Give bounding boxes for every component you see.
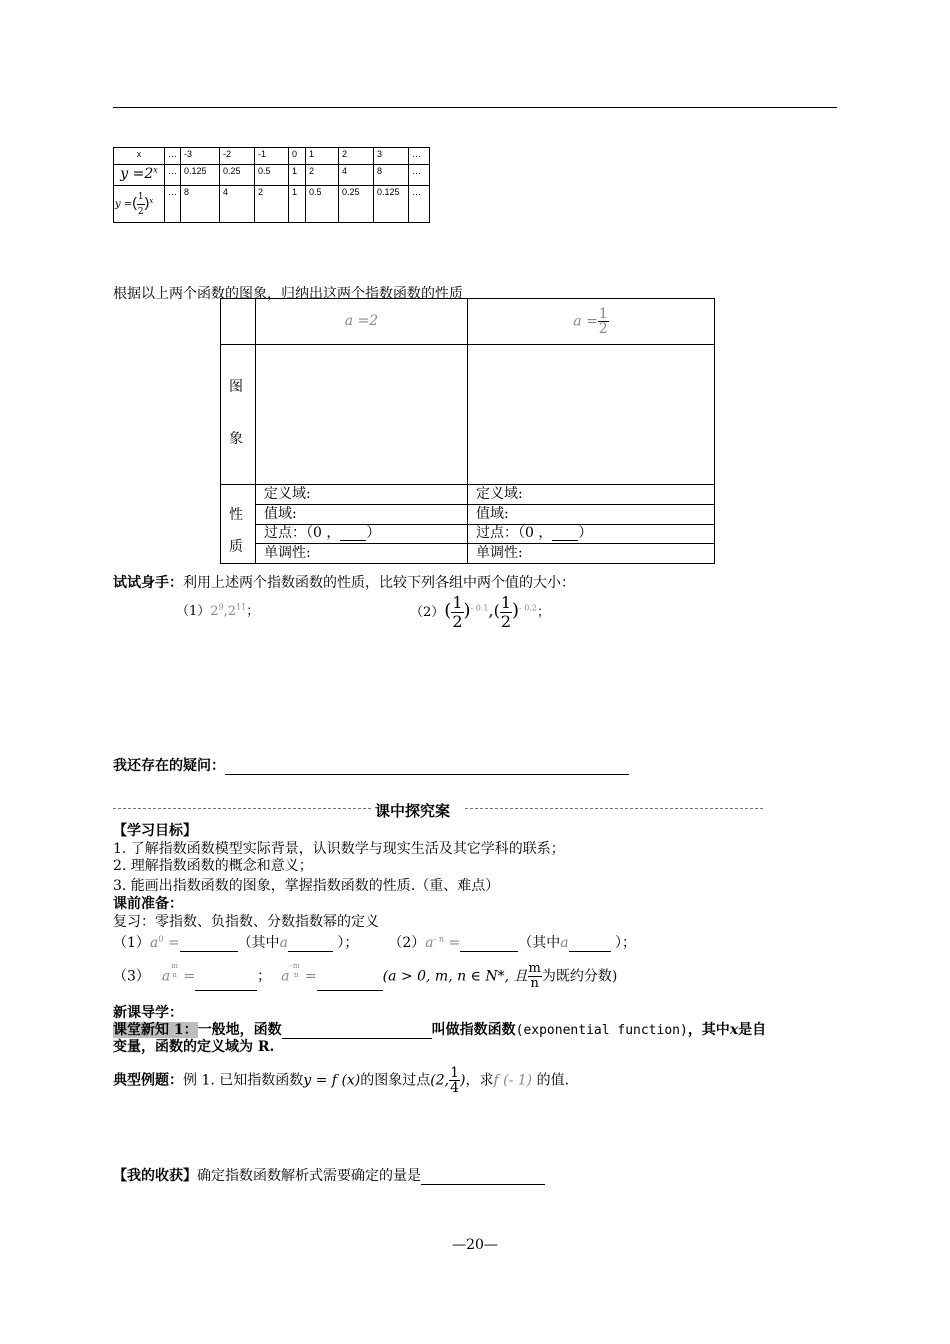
table-cell: y =( $\frac{1}{2}$ )$^x$ — [114, 186, 165, 223]
graph-area-a-half — [468, 345, 715, 485]
table-cell: … — [409, 148, 430, 165]
table-row — [114, 165, 430, 186]
section-title: 课中探究案 — [375, 802, 451, 820]
table-cell: 0 — [289, 148, 306, 165]
passes-text: 过点：（0 ， — [476, 525, 553, 542]
range-cell: 值域: — [256, 504, 468, 524]
fraction — [449, 1066, 460, 1095]
table-row — [221, 485, 715, 505]
property-label: 质 — [229, 539, 243, 555]
try-it-label: 试试身手： — [113, 575, 183, 591]
close: ）； — [332, 935, 359, 951]
fraction-den: n — [530, 976, 539, 991]
var-a: a — [149, 935, 159, 951]
fraction-num: 1 — [450, 1065, 460, 1081]
table-row — [221, 544, 715, 564]
goals-title: 【学习目标】 — [113, 823, 197, 839]
knowledge-text: 是自 — [738, 1022, 767, 1038]
fraction-num: 1 — [137, 190, 145, 205]
blank[interactable] — [288, 937, 333, 952]
example-text: 的值. — [532, 1072, 570, 1089]
divider-dash-left — [113, 808, 371, 809]
table-cell: … — [165, 165, 181, 186]
table-cell: 0.5 — [255, 165, 289, 186]
blank[interactable] — [195, 976, 257, 991]
example-label: 典型例题： — [113, 1072, 183, 1089]
table-row — [114, 148, 430, 165]
domain-cell: 定义域: — [256, 485, 468, 505]
var-a: a — [161, 968, 171, 985]
table-cell: 0.5 — [306, 186, 339, 223]
divider-dash-right — [465, 808, 763, 809]
point: ) — [460, 1072, 466, 1089]
table-cell: … — [165, 148, 181, 165]
table-cell: 0.125 — [374, 186, 409, 223]
try-item-2: （2）( $\frac{1}{2}$ )$^{- 0.1}$,( $\frac{1}{2}$ )$^{- 0.2}$； — [410, 593, 551, 631]
exponent: - 0.1 — [470, 603, 489, 613]
goal-item: 1. 了解指数函数模型实际背景，认识数学与现实生活及其它学科的联系； — [113, 841, 565, 857]
fraction-den: 2 — [500, 612, 512, 631]
table-cell: … — [409, 186, 430, 223]
new-lesson-title: 新课导学： — [113, 1005, 183, 1021]
header-rule — [113, 107, 837, 108]
blank — [552, 540, 578, 541]
example-text: ，求 — [465, 1072, 494, 1089]
table-row — [221, 524, 715, 544]
passes-cell — [468, 524, 715, 544]
fraction-num: 1 — [598, 306, 608, 322]
table-cell: 1 — [306, 148, 339, 165]
monotone-cell: 单调性: — [468, 544, 715, 564]
exponent: - 0.2 — [519, 603, 538, 613]
table-cell: 8 — [374, 165, 409, 186]
table-cell: 3 — [374, 148, 409, 165]
table-cell: 2 — [255, 186, 289, 223]
table-cell — [221, 485, 256, 564]
knowledge-text: ，其中 — [687, 1022, 730, 1038]
var-x: x — [729, 1022, 739, 1038]
harvest-line — [113, 1165, 545, 1185]
try-item-1 — [176, 600, 259, 619]
review-item-3 — [113, 962, 617, 991]
fraction-den: n — [293, 971, 299, 979]
function-value: f (- 1) — [493, 1072, 533, 1089]
table-cell: … — [409, 165, 430, 186]
knowledge-text: 叫做指数函数 — [431, 1022, 516, 1038]
fraction-den: 2 — [137, 206, 144, 217]
table-cell: 1 — [289, 165, 306, 186]
base: 2 — [210, 604, 219, 619]
row-label: y = — [115, 198, 133, 210]
values-table — [113, 147, 430, 223]
exponent: 9 — [218, 602, 224, 612]
equals: = — [300, 968, 317, 985]
close: ）； — [610, 935, 637, 951]
table-cell: 2 — [306, 165, 339, 186]
question-line — [113, 755, 629, 775]
equals: = — [163, 935, 180, 951]
property-label: 性 — [229, 507, 243, 523]
table-cell: 2 — [339, 148, 374, 165]
fraction-den: n — [172, 971, 177, 979]
table-row — [114, 186, 430, 223]
harvest-label: 【我的收获】 — [113, 1168, 197, 1184]
fraction — [500, 594, 512, 631]
fraction-den: 2 — [452, 612, 463, 631]
fraction-den: 2 — [598, 321, 608, 337]
item-number: （2） — [410, 605, 445, 620]
item-end: ； — [246, 604, 260, 619]
var-a: a — [425, 935, 434, 951]
fraction-num: 1 — [452, 593, 463, 612]
row-label-sup: x — [149, 196, 154, 205]
fraction-num: m — [171, 962, 178, 970]
exponent: 0 — [158, 934, 164, 944]
item-number: （2） — [388, 935, 426, 951]
page-number: —20— — [452, 1237, 498, 1253]
blank — [340, 540, 366, 541]
function-expr: y = f (x) — [303, 1072, 361, 1089]
item-number: （1） — [176, 604, 211, 619]
table-cell: x — [114, 148, 165, 165]
where-text: （其中 — [237, 935, 280, 951]
passes-text: 过点：（0 ， — [264, 525, 341, 542]
exponent: 11 — [236, 602, 247, 612]
passes-end: ） — [578, 525, 593, 542]
table-cell: -1 — [255, 148, 289, 165]
table-row — [221, 504, 715, 524]
table-cell: 0.125 — [181, 165, 220, 186]
blank[interactable] — [317, 976, 383, 991]
blank[interactable] — [421, 1170, 545, 1185]
question-label: 我还存在的疑问： — [113, 758, 225, 774]
row-label-sup: x — [153, 165, 158, 175]
exponent: - n — [433, 934, 445, 944]
table-row — [221, 299, 715, 345]
properties-table — [220, 298, 715, 564]
english-term: (exponential function) — [515, 1023, 688, 1038]
prep-title: 课前准备： — [113, 896, 183, 912]
question-blank[interactable] — [225, 760, 629, 775]
point: (2, — [430, 1072, 450, 1089]
item-number: （3） — [113, 968, 150, 985]
monotone-cell: 单调性: — [256, 544, 468, 564]
knowledge-line-2: 变量，函数的定义域为 R. — [113, 1039, 275, 1055]
fraction — [451, 594, 463, 631]
table-cell: 0.25 — [339, 186, 374, 223]
fraction-exponent — [170, 962, 179, 980]
example-line — [113, 1066, 569, 1095]
goal-item: 3. 能画出指数函数的图象，掌握指数函数的性质.（重、难点） — [113, 878, 500, 894]
graph-label: 图 — [229, 379, 243, 395]
table-cell — [256, 299, 468, 345]
blank[interactable] — [569, 937, 611, 952]
col-header-a-half: a = — [573, 313, 598, 330]
table-cell — [221, 299, 256, 345]
var-a: a — [279, 935, 288, 951]
var-a: a — [560, 935, 569, 951]
knowledge-label: 课堂新知 1： — [113, 1022, 198, 1038]
item-number: （1） — [113, 935, 150, 951]
fraction-num: 1 — [500, 593, 512, 612]
table-cell: -3 — [181, 148, 220, 165]
table-cell: … — [165, 186, 181, 223]
table-cell: 4 — [339, 165, 374, 186]
neg-sign: - — [289, 962, 292, 970]
table-row — [221, 345, 715, 485]
blank[interactable] — [282, 1024, 432, 1039]
semicolon: ； — [257, 968, 272, 985]
example-text: 例 1. 已知指数函数 — [183, 1072, 304, 1089]
equals: = — [444, 935, 461, 951]
table-cell: 1 — [289, 186, 306, 223]
knowledge-text: 一般地，函数 — [197, 1022, 282, 1038]
goal-item: 2. 理解指数函数的概念和意义； — [113, 858, 313, 874]
section-divider — [113, 800, 763, 820]
review-line: 复习：零指数、负指数、分数指数幂的定义 — [113, 914, 379, 930]
example-text: 的图象过点 — [360, 1072, 431, 1089]
graph-label: 象 — [229, 431, 243, 447]
blank[interactable] — [180, 937, 238, 952]
fraction-den: 4 — [450, 1080, 460, 1096]
base: ,2 — [223, 604, 237, 619]
condition-end: 为既约分数) — [541, 968, 618, 985]
review-item-1-2 — [113, 932, 636, 952]
fraction-num: m — [528, 961, 541, 976]
passes-end: ） — [366, 525, 381, 542]
range-cell: 值域: — [468, 504, 715, 524]
where-text: （其中 — [518, 935, 561, 951]
graph-area-a2 — [256, 345, 468, 485]
domain-cell: 定义域: — [468, 485, 715, 505]
col-header-a2: a =2 — [344, 313, 379, 329]
try-it — [113, 572, 575, 592]
try-it-text: 利用上述两个指数函数的性质，比较下列各组中两个值的大小： — [183, 575, 575, 591]
equals: = — [178, 968, 196, 985]
table-cell: 8 — [181, 186, 220, 223]
fraction-num: m — [292, 962, 300, 970]
table-cell — [468, 299, 715, 345]
table-cell: 4 — [220, 186, 255, 223]
table-cell: -2 — [220, 148, 255, 165]
table-cell: 0.25 — [220, 165, 255, 186]
fraction — [528, 962, 542, 991]
blank[interactable] — [460, 937, 518, 952]
summary-intro: 根据以上两个函数的图象，归纳出这两个指数函数的性质 — [113, 286, 463, 302]
passes-cell — [256, 524, 468, 544]
table-cell — [221, 345, 256, 485]
harvest-text: 确定指数函数解析式需要确定的量是 — [197, 1168, 421, 1184]
row-label: y =2 — [120, 166, 154, 182]
table-cell — [114, 165, 165, 186]
var-a: a — [281, 968, 290, 985]
condition: (a > 0, m, n ∈ N*, 且 — [382, 968, 528, 985]
fraction — [598, 307, 609, 336]
fraction — [137, 190, 145, 219]
item-end: ； — [537, 605, 551, 620]
